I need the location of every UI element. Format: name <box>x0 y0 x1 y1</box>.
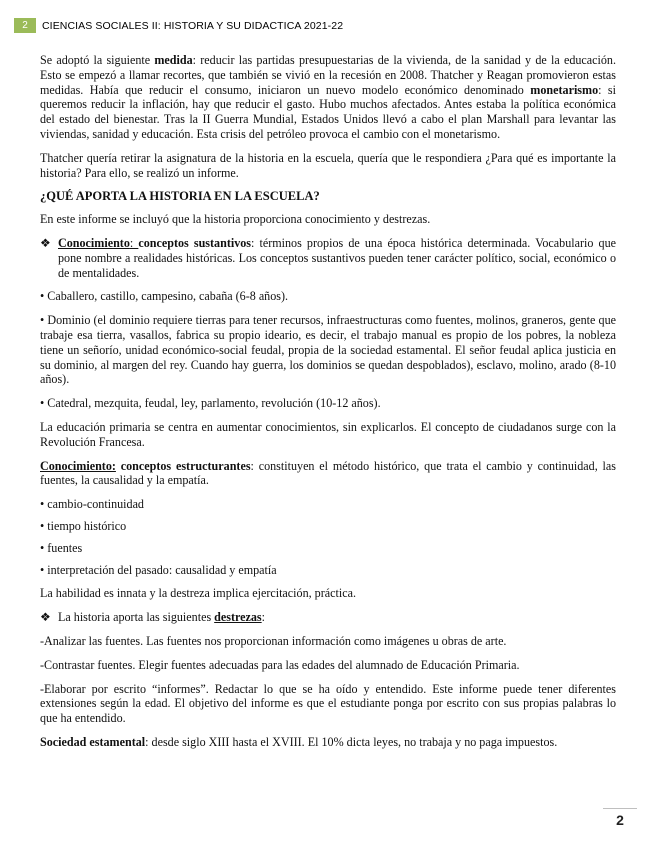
list-item: • cambio-continuidad <box>40 497 144 512</box>
bullet-dominio: • Dominio (el dominio requiere tierras para tener recursos, infraestructuras como fuentes, molinos, graneros, gente que trabaje esa tierra, vasallos, fabrica su propio ideario, es decir, el trabajo manual es propio de los pobres, la nobleza tiene un señorío, unidad económico-social feudal, propia de la sociedad estamental. El señor feudal aplica justicia en su dominio, al margen del rey. Cuando hay guerra, los dominios se quedan despoblados), esclavo, molino, arado (8-10 años). <box>40 313 616 387</box>
paragraph-medida <box>40 53 616 142</box>
bold-term: Sociedad estamental <box>40 734 146 749</box>
paragraph-thatcher: Thatcher quería retirar la asignatura de la historia en la escuela, quería que le respondiera ¿Para qué es importante la historia? Para ello, se realizó un informe. <box>40 150 616 180</box>
diamond-bullet-icon: ❖ <box>40 610 51 625</box>
destrezas-item <box>40 610 616 625</box>
header-page-number: 2 <box>14 18 36 33</box>
footer-divider <box>603 808 637 809</box>
bold-term: conceptos sustantivos <box>138 235 252 250</box>
page-header <box>14 18 343 33</box>
text-run: : términos propios de una época histórica determinada. Vocabulario que pone nombre a realidades históricas. Los conceptos sustantivos pueden tener carácter político, social, económico o de mentalidades. <box>58 235 616 280</box>
underlined-term: Conocimiento <box>58 235 130 250</box>
bold-term: conceptos estructurantes <box>115 458 251 473</box>
conocimiento-sustantivos-text <box>58 236 616 280</box>
text-run: : constituyen el método histórico, que trata el cambio y continuidad, las fuentes, la causalidad y la empatía. <box>40 458 616 488</box>
bold-term-medida: medida <box>154 53 193 67</box>
paragraph-estructurantes <box>40 459 616 489</box>
bullet-catedral: • Catedral, mezquita, feudal, ley, parlamento, revolución (10-12 años). <box>40 396 381 411</box>
document-body <box>40 53 616 759</box>
underlined-term: Conocimiento: <box>40 458 116 473</box>
text-run: : desde siglo XIII hasta el XVIII. El 10% dicta leyes, no trabaja y no paga impuestos. <box>145 734 558 749</box>
text-run: : reducir las partidas presupuestarias de la vivienda, de la sanidad y de la educación. Esto se empezó a llamar recortes, que también se vivió en la recesión en 2008. Thatcher y Reagan promovieron estas medidas. Había que reducir el consumo, iniciaron un nuevo modelo económico denominado <box>40 53 617 97</box>
conocimiento-sustantivos-item <box>40 236 616 280</box>
bold-term-monetarismo: monetarismo <box>530 82 599 97</box>
list-item: • fuentes <box>40 540 83 555</box>
underlined-term: destrezas <box>214 610 262 625</box>
diamond-bullet-icon: ❖ <box>40 235 51 250</box>
skill-analizar: -Analizar las fuentes. Las fuentes nos proporcionan información como imágenes u obras de arte. <box>40 633 507 648</box>
paragraph-habilidad: La habilidad es innata y la destreza implica ejercitación, práctica. <box>40 586 356 601</box>
text-run: : <box>129 235 139 250</box>
bullet-caballero: • Caballero, castillo, campesino, cabaña (6-8 años). <box>40 289 289 304</box>
skill-elaborar: -Elaborar por escrito “informes”. Redactar lo que se ha oído y entendido. Este informe puede tener diferentes extensiones según la edad. El objetivo del informe es que el estudiante ponga por escrito con sus propias palabras lo que ha entendido. <box>40 681 616 726</box>
paragraph-sociedad-estamental <box>40 735 616 750</box>
text-run: : <box>261 610 266 625</box>
text-run: La historia aporta las siguientes <box>58 610 215 625</box>
destrezas-text <box>58 610 616 625</box>
text-run: Se adoptó la siguiente <box>40 53 155 67</box>
text-run: : si queremos reducir la inflación, hay que reducir el gasto. Hubo muchos afectados. Antes estaba la política económica del estado del bienestar. Tras la II Guerra Mundial, Estados Unidos llevó a cabo el plan Marshall para levantar las viviendas, sanidad y educación. Esta crisis del petróleo provoca el cambio con el monetarismo. <box>40 82 617 141</box>
skill-contrastar: -Contrastar fuentes. Elegir fuentes adecuadas para las edades del alumnado de Educación Primaria. <box>40 657 520 672</box>
paragraph-informe: En este informe se incluyó que la historia proporciona conocimiento y destrezas. <box>40 212 431 227</box>
list-item: • interpretación del pasado: causalidad y empatía <box>40 562 277 577</box>
footer-page-number: 2 <box>616 812 624 828</box>
section-heading: ¿QUÉ APORTA LA HISTORIA EN LA ESCUELA? <box>40 189 320 204</box>
list-item: • tiempo histórico <box>40 518 127 533</box>
header-title: CIENCIAS SOCIALES II: HISTORIA Y SU DIDACTICA 2021-22 <box>42 19 344 32</box>
paragraph-primaria: La educación primaria se centra en aumentar conocimientos, sin explicarlos. El concepto de ciudadanos surge con la Revolución Francesa. <box>40 419 616 449</box>
